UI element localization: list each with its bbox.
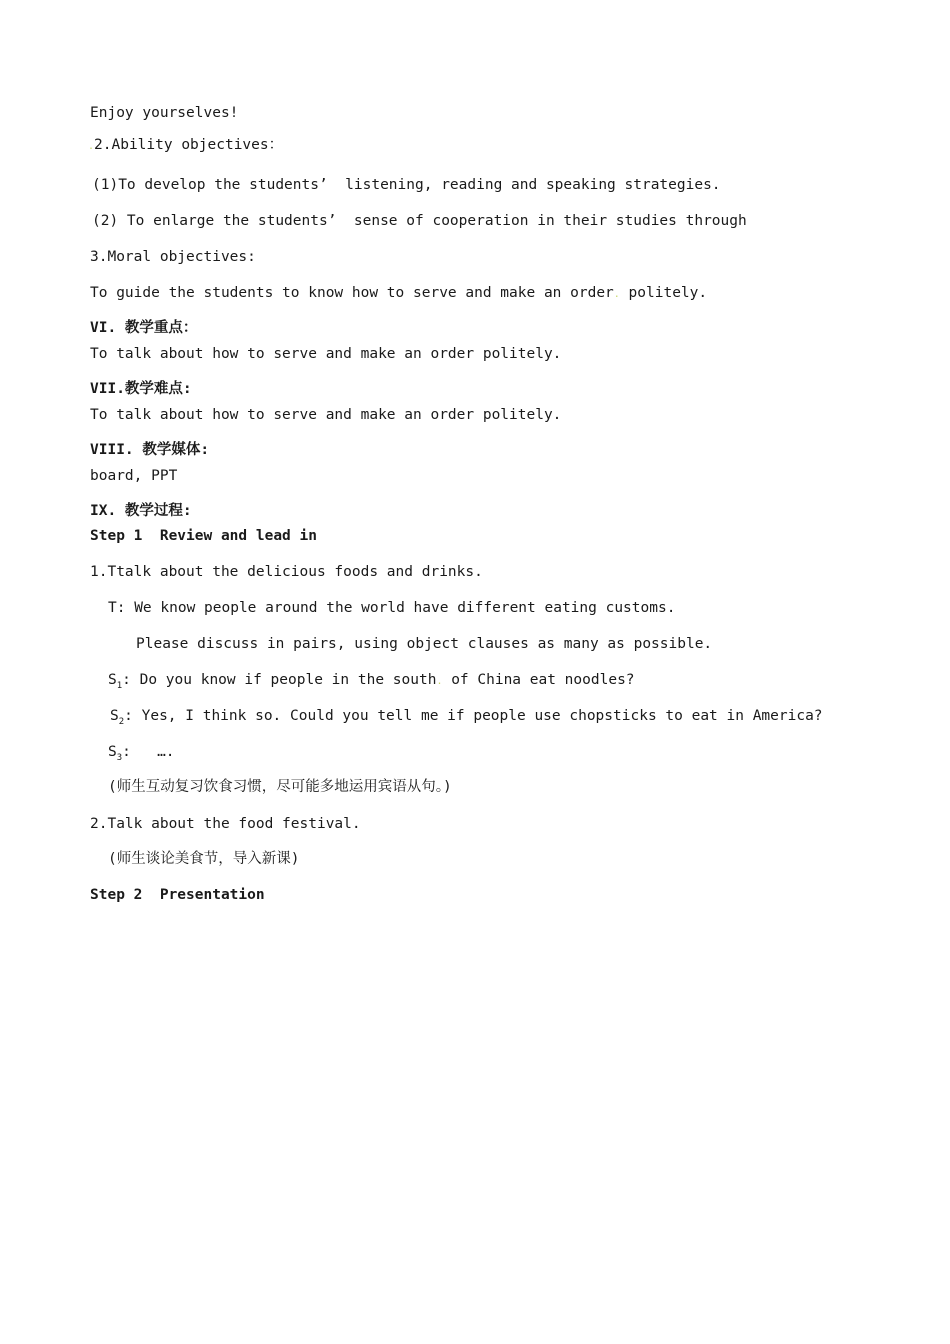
section-vi-heading: VI. 教学重点： xyxy=(90,320,198,336)
speaker-label: S xyxy=(108,672,117,688)
speaker-subscript: 1 xyxy=(116,680,123,691)
section-viii-text: board, PPT xyxy=(90,468,178,484)
speaker-subscript: 3 xyxy=(116,752,123,763)
moral-text-part-a: To guide the students to know how to serve and make an order xyxy=(90,285,614,301)
speaker-label: S xyxy=(110,708,119,724)
ability-objective-2: (2) To enlarge the students’ sense of cooperation in their studies through xyxy=(92,213,747,229)
ability-heading-text: 2.Ability objectives： xyxy=(94,137,284,153)
student-2-line xyxy=(110,707,823,731)
marker-dot: . xyxy=(88,141,95,152)
note-food-festival: (师生谈论美食节，导入新课) xyxy=(108,851,300,867)
student-3-text: : …. xyxy=(122,744,175,760)
step-1-item-2: 2.Talk about the food festival. xyxy=(90,816,361,832)
closing-line: Enjoy yourselves! xyxy=(90,105,239,121)
ability-objectives-heading xyxy=(88,136,283,156)
moral-objectives-heading: 3.Moral objectives: xyxy=(90,249,256,265)
student-1-line xyxy=(108,671,635,695)
step-1-item-1: 1.Ttalk about the delicious foods and drinks. xyxy=(90,564,483,580)
section-viii-heading: VIII. 教学媒体: xyxy=(90,442,210,458)
note-review-habits: (师生互动复习饮食习惯，尽可能多地运用宾语从句。) xyxy=(108,779,452,795)
ability-objective-1: (1)To develop the students’ listening, reading and speaking strategies. xyxy=(92,177,721,193)
student-2-text: : Yes, I think so. Could you tell me if people use chopsticks to eat in America? xyxy=(124,708,823,724)
marker-dot: . xyxy=(613,289,620,300)
teacher-line-2: Please discuss in pairs, using object clauses as many as possible. xyxy=(136,636,713,652)
step-1-heading: Step 1 Review and lead in xyxy=(90,528,317,544)
moral-objective-text xyxy=(90,284,707,304)
speaker-label: S xyxy=(108,744,117,760)
student-1-text-b: of China eat noodles? xyxy=(442,672,635,688)
section-vi-text: To talk about how to serve and make an order politely. xyxy=(90,346,562,362)
student-3-line xyxy=(108,743,175,767)
teacher-line-1: T: We know people around the world have different eating customs. xyxy=(108,600,676,616)
section-ix-heading: IX. 教学过程: xyxy=(90,503,192,519)
section-vii-text: To talk about how to serve and make an order politely. xyxy=(90,407,562,423)
step-2-heading: Step 2 Presentation xyxy=(90,887,265,903)
student-1-text-a: : Do you know if people in the south xyxy=(122,672,437,688)
section-vii-heading: VII.教学难点: xyxy=(90,381,192,397)
speaker-subscript: 2 xyxy=(118,716,125,727)
marker-dot: . xyxy=(436,676,443,687)
moral-text-part-b: politely. xyxy=(619,285,708,301)
